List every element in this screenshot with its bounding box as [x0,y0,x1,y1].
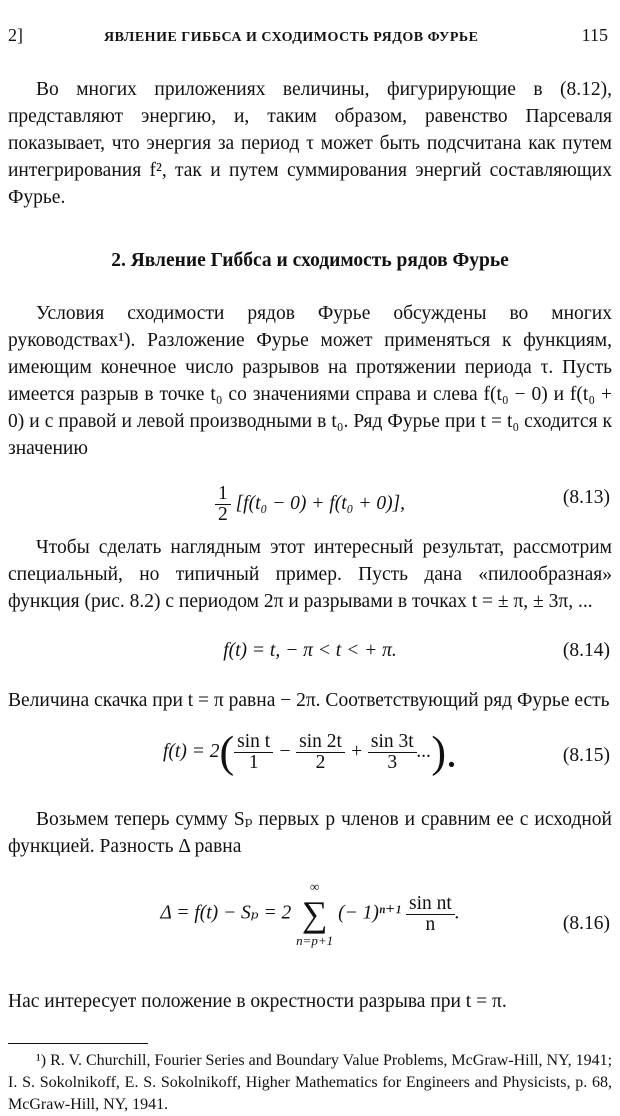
operator: − [278,740,292,762]
operator: + [349,740,363,762]
equation-8-14 [8,629,612,673]
equation-number: (8.16) [562,913,610,934]
ellipsis: ... [416,740,432,762]
paragraph-partial-sum: Возьмем теперь сумму Sₚ первых p членов и сравним ее с исходной функцией. Разность Δ равна [8,809,612,857]
running-title: ЯВЛЕНИЕ ГИББСА И СХОДИМОСТЬ РЯДОВ ФУРЬЕ [104,30,479,45]
footnote-divider [8,1043,148,1044]
equation-body: f(t) = t, − π < t < + π. [223,640,397,661]
footnote: ¹) R. V. Churchill, Fourier Series and Boundary Value Problems, McGraw-Hill, NY, 1941; I. S. Sokolnikoff, E. S. Sokolnikoff, Higher Mathematics for Engineers and Physicists, p. 68, McGraw-Hill, NY, 1941. [8,1052,613,1113]
equation-lhs: f(t) = 2 [163,740,220,762]
chapter-number: 2] [8,25,23,45]
equation-lhs: Δ = f(t) − Sₚ = 2 [160,902,292,924]
equation-8-13 [8,476,612,525]
equation-8-16: Δ = f(t) − Sₚ = 2 ∞ ∑ n=p+1 (− 1)ⁿ⁺¹ $\frac{\text{sin nt}}{n}$ . (8.16) [160,879,610,948]
paragraph-discontinuity: Нас интересует положение в окрестности разрыва при t = π. [8,991,507,1012]
fraction-term-3: $\frac{\sin 3t}{3}$ [368,732,417,773]
section-title: 2. Явление Гиббса и сходимость рядов Фурье [111,250,509,271]
equation-number: (8.13) [562,487,610,508]
paragraph-sawtooth: Чтобы сделать наглядным этот интересный результат, рассмотрим специальный, но типичный пример. Пусть дана «пилообразная» функция (рис. 8.2) с периодом 2π и разрывами в точках t = ± π, ± 3π, ... [8,537,612,612]
book-page [8,22,612,1116]
paragraph-jump: Величина скачка при t = π равна − 2π. Соответствующий ряд Фурье есть [8,690,610,711]
summation: ∞ ∑ n=p+1 [296,879,334,948]
fraction-sin-nt: $\frac{\text{sin nt}}{n}$ [406,894,455,935]
paragraph-parseval: Во многих приложениях величины, фигурирующие в (8.12), представляют энергию, и, таким образом, равенство Парсеваля показывает, что энергия за период τ может быть подсчитана как путем интегрирования f², так и путем суммирования энергий составляющих Фурье. [8,79,612,208]
equation-number: (8.15) [562,745,610,766]
page-number: 115 [581,25,608,45]
equation-body: [f(t₀ − 0) + f(t₀ + 0)], [235,492,406,514]
sign-factor: (− 1)ⁿ⁺¹ [338,902,402,924]
fraction-term-1: $\frac{\text{sin t}}{1}$ [234,732,273,773]
equation-8-15: f(t) = 2( $\frac{\text{sin t}}{1}$ − $\frac{\sin 2t}{2}$ + $\frac{\sin 3t}{3}$ ...). (8.15) [163,727,610,777]
fraction-term-2: $\frac{\sin 2t}{2}$ [296,732,345,773]
running-header [8,22,612,52]
fraction-half: $\frac{1}{2}$ [215,484,231,525]
paragraph-convergence: Условия сходимости рядов Фурье обсуждены во многих руководствах¹). Разложение Фурье может применяться к функциям, имеющим конечное число разрывов на протяжении периода τ. Пусть имеется разрыв в точке t₀ со значениями справа и слева f(t₀ − 0) и f(t₀ + 0) и с правой и левой производными в t₀. Ряд Фурье при t = t₀ сходится к значению [8,303,612,459]
equation-number: (8.14) [562,640,610,661]
